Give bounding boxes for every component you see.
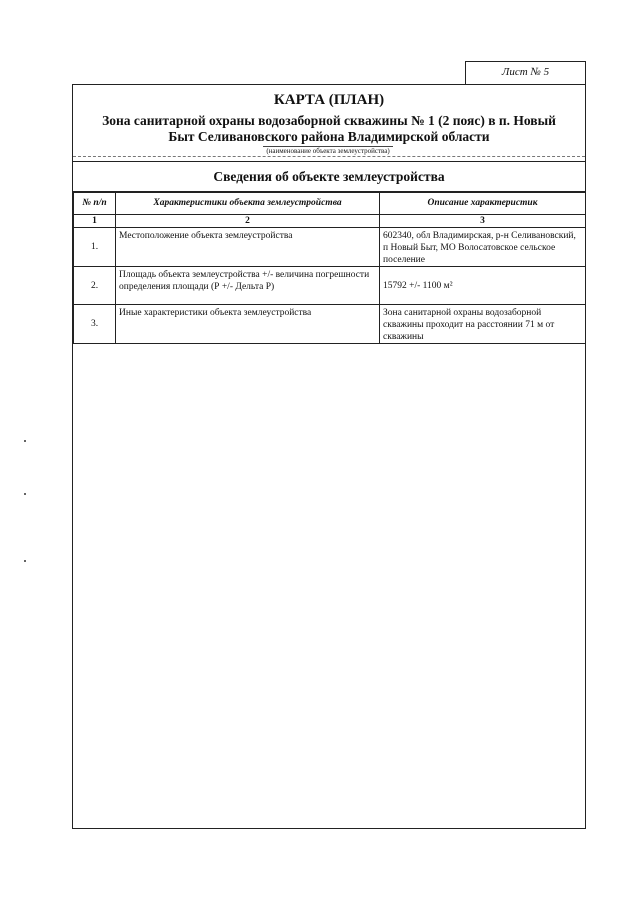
subtitle-caption: (наименование объекта землеустройства) [263,146,393,155]
document-subtitle: Зона санитарной охраны водозаборной скважины № 1 (2 пояс) в п. Новый Быт Селивановского района Владимирской области [102,113,556,144]
column-number-row [74,215,586,228]
sheet-number-label: Лист № 5 [501,66,550,78]
divider [73,156,585,157]
table-row [74,267,586,305]
header-number: № п/п [74,192,116,215]
header-characteristic: Характеристики объекта землеустройства [116,192,380,215]
row-description: 602340, обл Владимирская, р-н Селивановский, п Новый Быт, МО Волосатовское сельское поселение [380,228,586,267]
row-description: 15792 +/- 1100 м² [380,267,586,305]
row-description: Зона санитарной охраны водозаборной скважины проходит на расстоянии 71 м от скважины [380,305,586,344]
column-number: 3 [380,215,586,228]
column-number: 2 [116,215,380,228]
row-characteristic: Местоположение объекта землеустройства [116,228,380,267]
table-header-row [74,192,586,215]
scan-artifact [24,440,26,442]
sheet-number-box [465,61,586,84]
info-table [73,191,586,344]
section-title: Сведения об объекте землеустройства [73,161,585,193]
column-number: 1 [74,215,116,228]
scan-artifact [24,560,26,562]
document-frame [72,84,586,829]
document-title: КАРТА (ПЛАН) [273,92,385,108]
row-characteristic: Площадь объекта землеустройства +/- величина погрешности определения площади (Р +/- Дельта Р) [116,267,380,305]
row-number: 3. [74,305,116,344]
table-row [74,228,586,267]
row-number: 2. [74,267,116,305]
scan-artifact [24,493,26,495]
header-description: Описание характеристик [380,192,586,215]
row-number: 1. [74,228,116,267]
table-row [74,305,586,344]
row-characteristic: Иные характеристики объекта землеустройства [116,305,380,344]
